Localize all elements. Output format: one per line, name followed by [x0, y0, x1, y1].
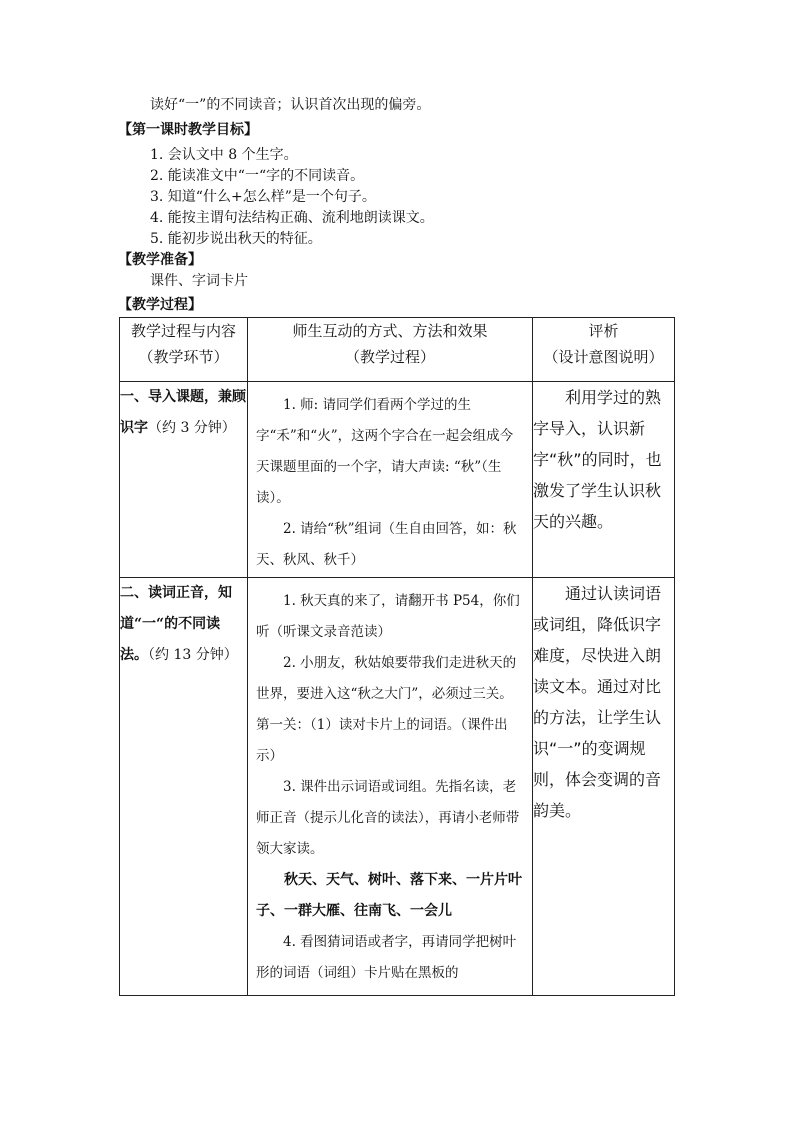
table-row: [120, 578, 675, 996]
goals-heading: 【第一课时教学目标】: [118, 122, 258, 138]
process-cell: [248, 578, 533, 996]
teaching-process-table: [119, 317, 675, 996]
header-analysis-line1: 评析: [588, 322, 619, 340]
prep-heading: 【教学准备】: [118, 252, 202, 268]
analysis-text: 通过认读词语或词组，降低识字难度，尽快进入朗读文本。通过对比的方法，让学生认识“一”的变调规则，体会变调的音韵美。: [533, 584, 662, 820]
analysis-cell: [533, 382, 675, 578]
goal-item: 1. 会认文中 8 个生字。: [150, 147, 298, 163]
prep-text: 课件、字词卡片: [150, 273, 248, 289]
header-analysis-line2: （设计意图说明）: [543, 348, 664, 366]
header-stage: [120, 318, 248, 382]
table-header-row: [120, 318, 675, 382]
process-paragraph: 2. 请给“秋”组词（生自由回答，如：秋天、秋风、秋千）: [256, 521, 517, 568]
stage-title: 一、导入课题，兼顾识字: [120, 389, 246, 436]
process-cell: [248, 382, 533, 578]
analysis-cell: [533, 578, 675, 996]
header-analysis: [533, 318, 675, 382]
intro-line: 读好“一”的不同读音；认识首次出现的偏旁。: [150, 97, 431, 113]
header-stage-line1: 教学过程与内容: [130, 322, 236, 340]
goal-item: 4. 能按主谓句法结构正确、流利地朗读课文。: [150, 210, 434, 226]
stage-note: （约 3 分钟）: [148, 420, 236, 436]
goal-item: 5. 能初步说出秋天的特征。: [150, 231, 322, 247]
process-paragraph: 3. 课件出示词语或词组。先指名读，老师正音（提示儿化音的读法），再请小老师带领大家读。: [256, 779, 520, 857]
stage-cell: [120, 578, 248, 996]
process-heading: 【教学过程】: [118, 297, 202, 313]
goal-item: 2. 能读准文中“一“字的不同读音。: [150, 168, 365, 184]
header-process: [248, 318, 533, 382]
stage-note: （约 13 分钟）: [148, 647, 238, 663]
header-stage-line2: （教学环节）: [138, 348, 229, 366]
table-row: [120, 382, 675, 578]
header-process-line1: 师生互动的方式、方法和效果: [292, 322, 488, 340]
header-process-line2: （教学过程）: [344, 348, 435, 366]
bold-word-list: 秋天、天气、树叶、落下来、一片片叶子、一群大雁、往南飞、一会儿: [256, 872, 522, 919]
process-paragraph: 1. 秋天真的来了，请翻开书 P54，你们听（听课文录音范读）: [256, 593, 520, 640]
analysis-text: 利用学过的熟字导入，认识新字“秋”的同时，也激发了学生认识秋天的兴趣。: [533, 388, 662, 531]
process-paragraph: 4. 看图猜词语或者字，再请同学把树叶形的词语（词组）卡片贴在黑板的: [256, 934, 517, 981]
stage-title: 二、读词正音，知道“一“的不同读法。: [120, 585, 232, 663]
stage-cell: [120, 382, 248, 578]
process-paragraph: 1. 师: 请同学们看两个学过的生字“禾”和“火”，这两个字合在一起会组成今天课题里面的一个字，请大声读: “秋”（生读）。: [256, 397, 514, 506]
process-paragraph: 2. 小朋友，秋姑娘要带我们走进秋天的世界，要进入这“秋之大门”，必须过三关。第一关：（1）读对卡片上的词语。（课件出示）: [256, 655, 517, 764]
goal-item: 3. 知道“什么+怎么样”是一个句子。: [150, 189, 376, 205]
